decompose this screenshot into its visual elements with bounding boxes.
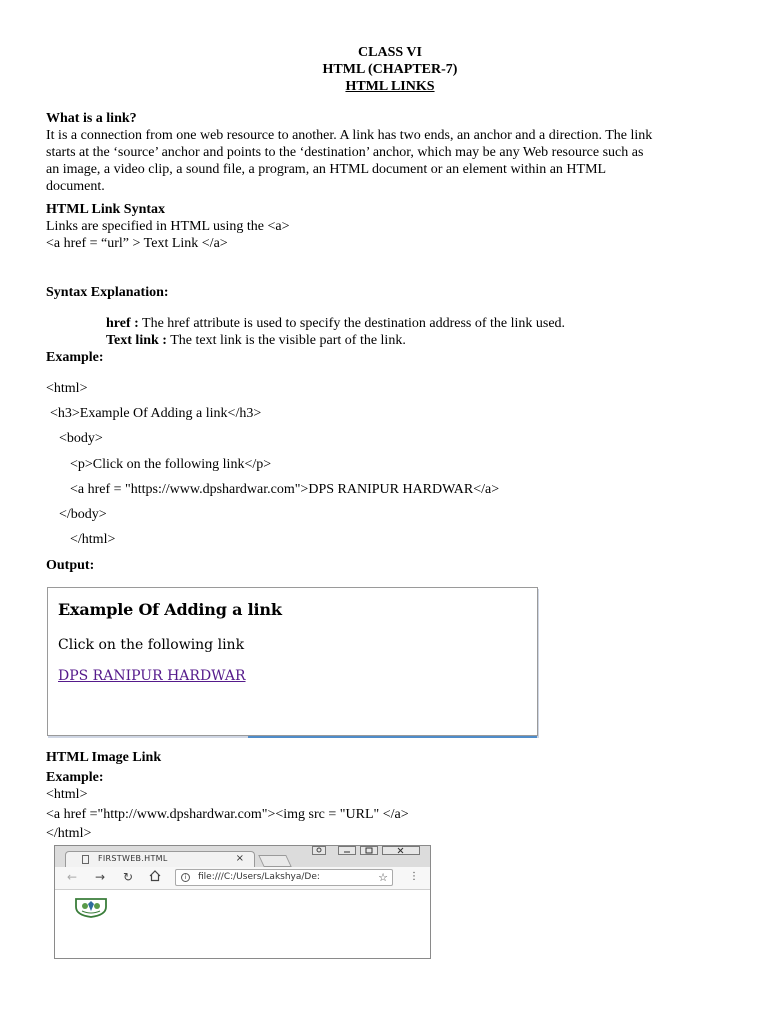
close-window-icon[interactable] (382, 846, 420, 855)
close-tab-icon[interactable]: × (235, 853, 244, 864)
minimize-icon[interactable] (338, 846, 356, 855)
tab-title: FIRSTWEB.HTML (98, 854, 168, 863)
browser-toolbar (55, 867, 430, 890)
school-logo-image[interactable] (73, 896, 109, 918)
arrow-left-icon[interactable]: ← (67, 870, 78, 884)
image-code-line-2: <a href ="http://www.dpshardwar.com"><img src = "URL" </a> (46, 807, 409, 822)
code-line-1: <html> (46, 381, 88, 396)
arrow-right-icon[interactable]: → (95, 870, 106, 884)
page-title: HTML LINKS (345, 79, 435, 94)
textlink-term: Text link : (106, 333, 167, 348)
image-code-line-1: <html> (46, 787, 88, 802)
address-url: file:///C:/Users/Lakshya/De: (198, 872, 320, 882)
star-icon[interactable]: ☆ (378, 871, 388, 884)
what-is-link-line-4: document. (46, 179, 105, 194)
image-code-line-3: </html> (46, 826, 92, 841)
syntax-line-2: <a href = “url” > Text Link </a> (46, 236, 228, 251)
code-line-7: </html> (70, 532, 116, 547)
image-link-heading: HTML Image Link (46, 750, 162, 765)
maximize-icon[interactable] (360, 846, 378, 855)
code-line-6: </body> (59, 507, 107, 522)
kebab-menu-icon[interactable]: ⋮ (409, 871, 419, 882)
chapter-title: HTML (CHAPTER-7) (322, 62, 458, 77)
reload-icon[interactable]: ↻ (123, 870, 134, 884)
class-title: CLASS VI (358, 45, 422, 60)
href-description: The href attribute is used to specify the destination address of the link used. (138, 316, 566, 331)
href-term: href : (106, 316, 139, 331)
output-preview (47, 587, 538, 736)
what-is-link-heading: What is a link? (46, 111, 137, 126)
home-icon[interactable] (148, 869, 162, 885)
code-line-3: <body> (59, 431, 103, 446)
code-line-4: <p>Click on the following link</p> (70, 457, 272, 472)
syntax-line-1: Links are specified in HTML using the <a> (46, 219, 290, 234)
preview-heading: Example Of Adding a link (58, 600, 282, 619)
explanation-heading: Syntax Explanation: (46, 285, 169, 300)
code-line-5: <a href = "https://www.dpshardwar.com">DPS RANIPUR HARDWAR</a> (70, 482, 500, 497)
user-icon[interactable] (312, 846, 326, 855)
address-bar[interactable] (175, 869, 393, 886)
browser-window (54, 845, 431, 959)
textlink-description: The text link is the visible part of the link. (166, 333, 406, 348)
browser-titlebar (55, 846, 430, 867)
output-heading: Output: (46, 558, 95, 573)
example-heading: Example: (46, 350, 104, 365)
what-is-link-line-3: an image, a video clip, a sound file, a program, an HTML document or an element within an HTML (46, 162, 607, 177)
image-example-heading: Example: (46, 770, 104, 785)
preview-paragraph: Click on the following link (58, 637, 245, 653)
href-explanation (106, 315, 565, 332)
preview-link[interactable]: DPS RANIPUR HARDWAR (58, 668, 246, 684)
info-icon[interactable]: i (181, 873, 190, 882)
code-line-2: <h3>Example Of Adding a link</h3> (50, 406, 262, 421)
syntax-heading: HTML Link Syntax (46, 202, 166, 217)
what-is-link-line-1: It is a connection from one web resource to another. A link has two ends, an anchor and a direction. The link (46, 128, 653, 143)
document-icon (82, 855, 89, 864)
new-tab-button[interactable] (258, 855, 292, 867)
what-is-link-line-2: starts at the ‘source’ anchor and points to the ‘destination’ anchor, which may be any Web resource such as (46, 145, 644, 160)
textlink-explanation (106, 332, 406, 349)
browser-tab[interactable] (65, 851, 255, 868)
preview-accent-line (248, 736, 537, 738)
